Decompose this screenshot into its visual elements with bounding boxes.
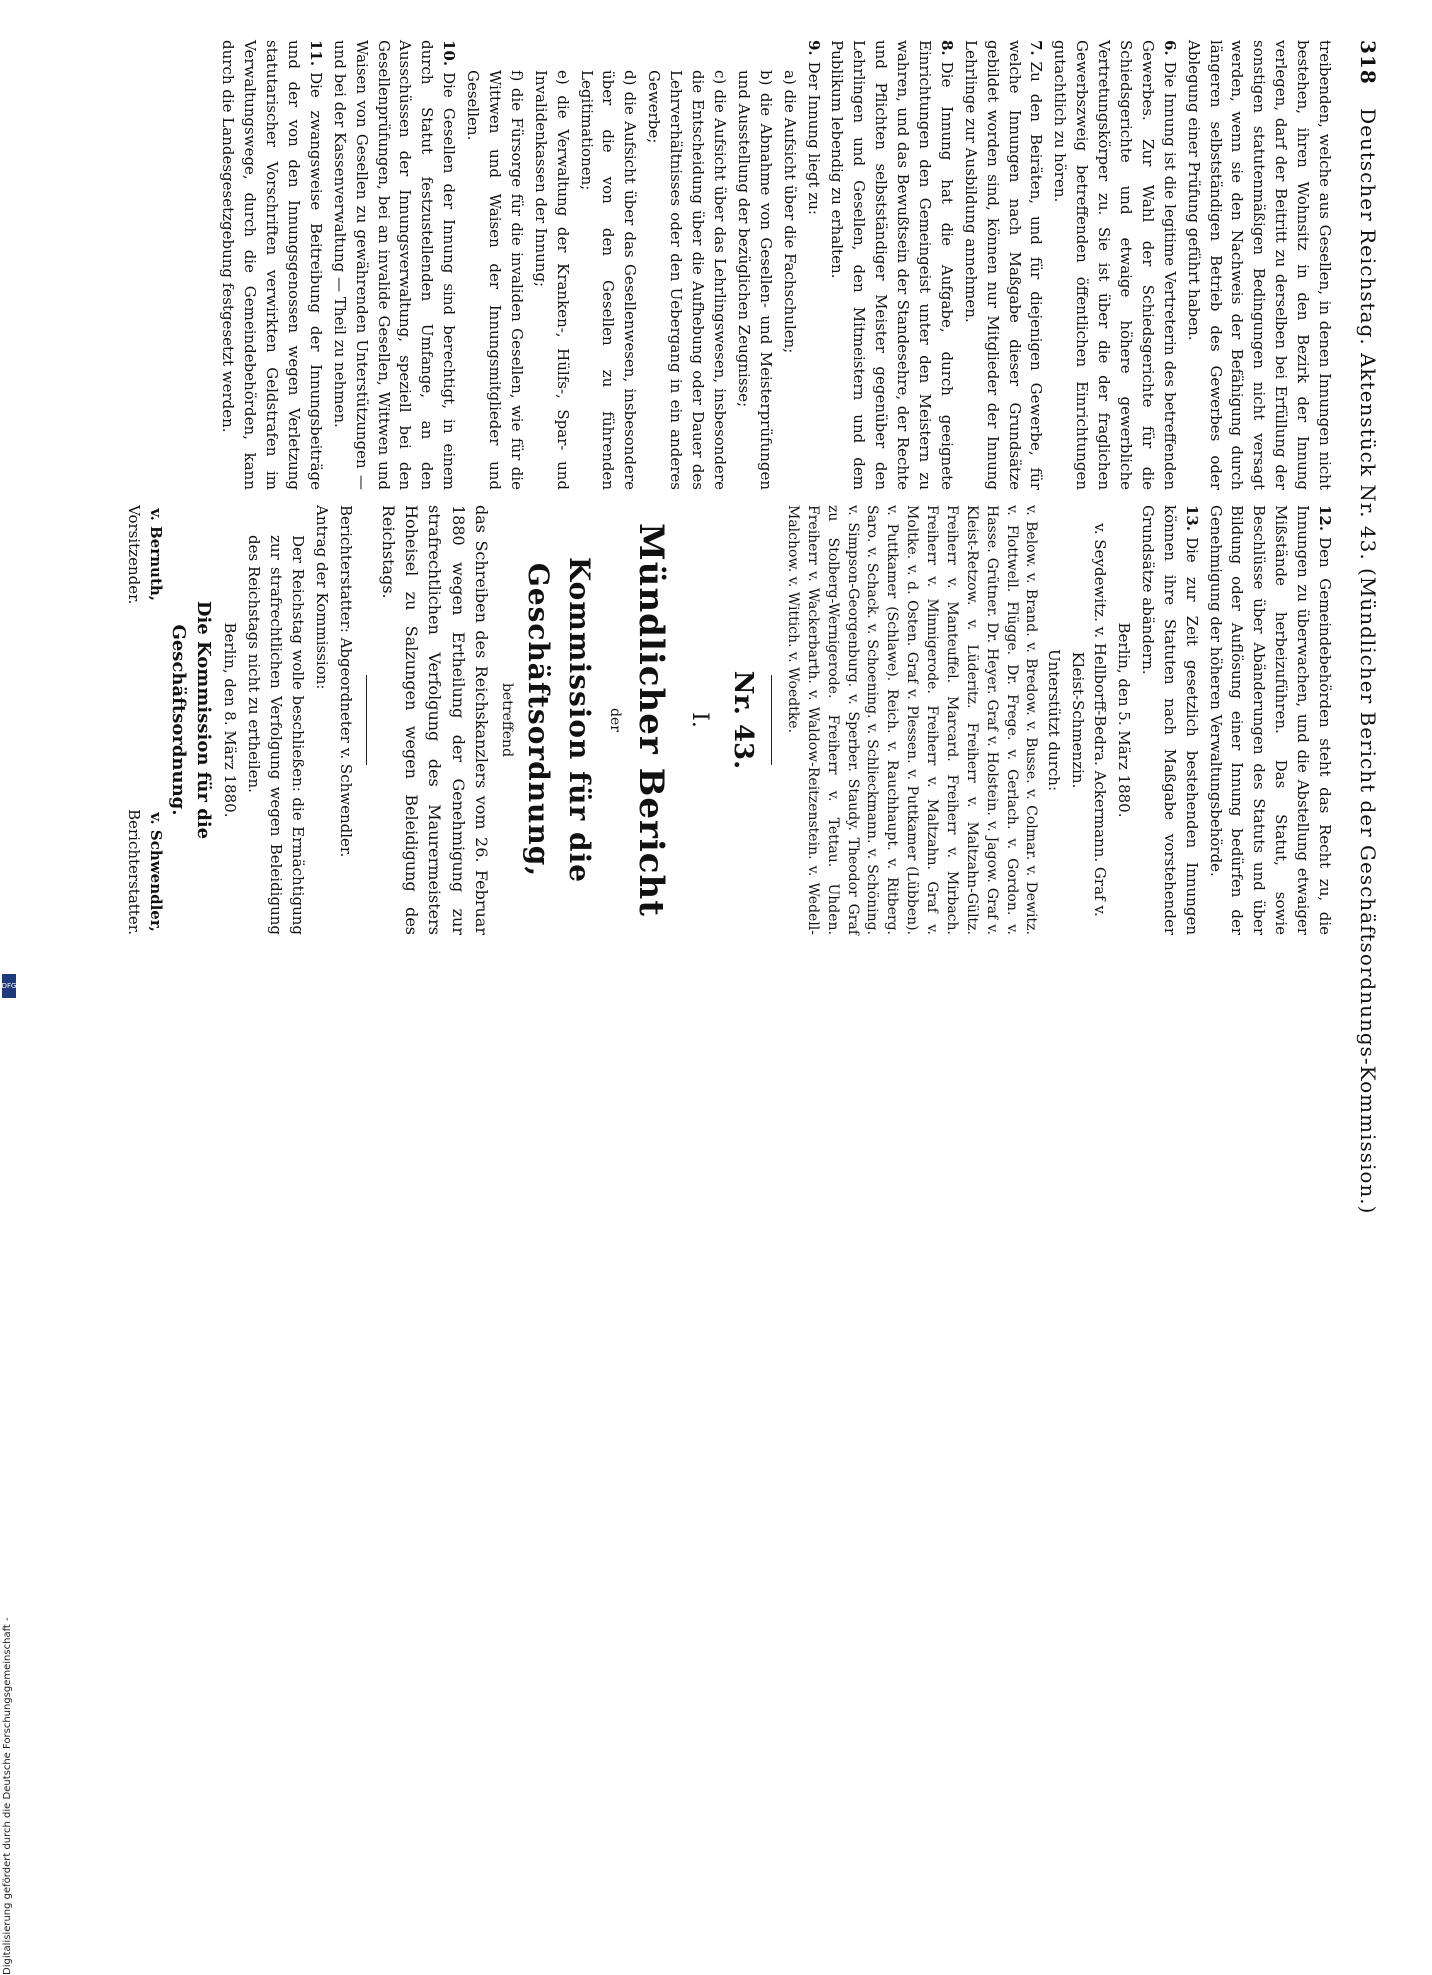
item-10-text: Die Gesellen der Innung sind berechtigt, in einem durch Statut festzustellenden Umfange, an den Ausschüssen der Innungsverwaltung, speziell bei den Gesellenprüfungen, bei an invalide Gesellen, Wittwen und Waisen von Gesellen zu gewährenden Unterstützungen — und bei der Kassenverwaltung — Theil zu nehmen. xyxy=(330,40,459,490)
chair-role: Vorsitzender. xyxy=(125,505,144,605)
item-12: 12.Den Gemeindebehörden steht das Recht zu, die Innungen zu überwachen, und die Abstellung etwaiger Mißstände herbeizuführen. Das Statut, sowie Beschlüsse über Abänderungen des Statuts und über Bildung oder Auflösung einer Innung bedürfen der Genehmigung der höheren Verwaltungsbehörde. xyxy=(1206,505,1334,935)
item-8-text: Die Innung hat die Aufgabe, durch geeignete Einrichtungen den Gemeingeist unter den Meistern zu wahren, und das Bewußtsein der Standesehre, der Rechte und Pflichten selbstständiger Meister gegenüber den Lehrlingen und Gesellen, den Mitmeistern und dem Publikum lebendig zu erhalten. xyxy=(828,40,956,490)
item-9-b: b) die Abnahme von Gesellen- und Meisterprüfungen und Ausstellung der bezüglichen Zeugnisse; xyxy=(734,70,775,490)
item-6-text: Die Innung ist die legitime Vertreterin des betreffenden Gewerbes. Zur Wahl der Schiedsgerichte für die Schiedsgerichte und etwaige höhere gewerbliche Vertretungskörper zu. Sie ist über die der fraglichen Gewerbszweig betreffenden öffentlichen Einrichtungen gutachtlich zu hören. xyxy=(1051,40,1179,490)
signature-chair xyxy=(122,505,166,604)
digitization-credit xyxy=(2,6,20,1975)
title-der: der xyxy=(607,708,624,732)
movers: v. Seydewitz. v. Hellborff-Bedra. Ackermann. Graf v. Kleist-Schmenzin. xyxy=(1069,523,1110,917)
item-11-text: Die zwangsweise Beitreibung der Innungsbeiträge und der von den Innungsgenossen wegen Verletzung statutarischer Vorschriften verwirkten Geldstrafen im Verwaltungswege, durch die Gemeindebehörden, kann durch die Landesgesetzgebung festgesetzt werden. xyxy=(219,40,325,490)
reporter-name: v. Schwendler, xyxy=(147,812,166,932)
item-9-d: d) die Aufsicht über das Gesellenwesen, insbesondere über die von den Gesellen zu führenden Legitimationen; xyxy=(577,70,640,490)
place-date-2: Berlin, den 8. März 1880. xyxy=(221,622,240,818)
motion-label: Antrag der Kommission: xyxy=(312,505,331,690)
right-column xyxy=(122,505,1335,935)
place-date-1: Berlin, den 5. März 1880. xyxy=(1114,622,1133,818)
signatures xyxy=(122,505,166,935)
closing-commission: Die Kommission für die Geschäftsordnung. xyxy=(168,600,215,840)
betreffend-label: betreffend xyxy=(499,682,516,758)
item-8: 8.Die Innung hat die Aufgabe, durch geeignete Einrichtungen den Gemeingeist unter den Meistern zu wahren, und das Bewußtsein der Standesehre, der Rechte und Pflichten selbstständiger Meister gegenüber den Lehrlingen und Gesellen, den Mitmeistern und dem Publikum lebendig zu erhalten. xyxy=(828,40,956,490)
item-9-c: c) die Aufsicht über das Lehrlingswesen, insbesondere die Entscheidung über die Aufhebung oder Dauer des Lehrverhältnisses oder den Uebergang in ein anderes Gewerbe; xyxy=(645,70,729,490)
divider xyxy=(771,675,772,765)
item-9: 9.Der Innung liegt zu: xyxy=(804,40,823,215)
item-9-intro: Der Innung liegt zu: xyxy=(804,61,823,215)
item-9-a: a) die Aufsicht über die Fachschulen; xyxy=(780,70,799,354)
supporters-list: v. Below. v. Brand. v. Bredow. v. Busse. v. Colmar. v. Dewitz. v. Flottwell. Flügge. Dr. Frege. v. Gerlach. v. Gordon. v. Hasse. Grütner. Dr. Heyer. Graf v. Holstein. v. Jagow. Graf v. Kleist-Retzow. v. Lüderitz. Freiherr v. Maltzahn-Gültz. Freiherr v. Manteuffel. Marcard. Freiherr v. Mirbach. Freiherr v. Minnigerode. Freiherr v. Maltzahn. Graf v. Moltke. v. d. Osten. Graf v. Plessen. v. Puttkamer (Lübben). v. Puttkamer (Schlawe). Reich. v. Rauchhaupt. v. Ritberg. Saro. v. Schack. v. Schoening. v. Schlieckmann. v. Schöning. v. Simpson-Georgenburg. v. Sperber. Staudy. Theodor Graf zu Stolberg-Wernigerode. Freiherr v. Tettau. Uhden. Freiherr v. Wackerbarth. v. Waldow-Reitzenstein. v. Wedell-Malchow. v. Wittich. v. Woedtke. xyxy=(784,505,1040,935)
item-6: 6.Die Innung ist die legitime Vertreterin des betreffenden Gewerbes. Zur Wahl der Schiedsgerichte für die Schiedsgerichte und etwaige höhere gewerbliche Vertretungskörper zu. Sie ist über die der fraglichen Gewerbszweig betreffenden öffentlichen Einrichtungen gutachtlich zu hören. xyxy=(1051,40,1179,490)
page-number: 318 xyxy=(1356,40,1380,85)
item-11: 11.Die zwangsweise Beitreibung der Innungsbeiträge und der von den Innungsgenossen wegen Verletzung statutarischer Vorschriften verwirkten Geldstrafen im Verwaltungswege, durch die Gemeindebehörden, kann durch die Landesgesetzgebung festgesetzt werden. xyxy=(219,40,325,490)
page-header xyxy=(1356,40,1380,1215)
roman-numeral: I. xyxy=(687,712,713,728)
chair-name: v. Bernuth, xyxy=(147,508,166,602)
item-9-e: e) die Verwaltung der Kranken-, Hülfs-, Spar- und Invalidenkassen der Innung; xyxy=(531,70,572,490)
reporter-role: Berichterstatter. xyxy=(125,809,144,935)
signature-reporter xyxy=(122,809,166,935)
reporter-line: Berichterstatter: Abgeordneter v. Schwendler. xyxy=(336,505,355,858)
item-7-text: Zu den Beiräten, und für diejenigen Gewerbe, für welche Innungen nach Maßgabe dieser Grundsätze gebildet worden sind, können nur Mitglieder der Innung Lehrlinge zur Ausbildung annehmen. xyxy=(961,40,1046,490)
item-13: 13.Die zur Zeit gesetzlich bestehenden Innungen können ihre Statuten nach Maßgabe vorstehender Grundsätze abändern. xyxy=(1138,505,1201,935)
left-column xyxy=(214,40,1335,490)
subject-text: das Schreiben des Reichskanzlers vom 26. Februar 1880 wegen Ertheilung der Genehmigung zur strafrechtlichen Verfolgung des Maurermeisters Hoheisel zu Salzungen wegen Beleidigung des Reichstags. xyxy=(378,505,491,935)
document-number: Nr. 43. xyxy=(728,670,759,770)
item-9-f: f) die Fürsorge für die invaliden Gesellen, wie für die Wittwen und Waisen der Innungsmitglieder und Gesellen. xyxy=(464,70,526,490)
divider-2 xyxy=(366,675,367,765)
running-title: Deutscher Reichstag. Aktenstück Nr. 43. (Mündlicher Bericht der Geschäftsordnungs-Kommission.) xyxy=(1356,108,1380,1215)
supported-by-label: Unterstützt durch: xyxy=(1045,648,1064,792)
dfg-logo-icon: DFG xyxy=(2,974,16,998)
item-10: 10.Die Gesellen der Innung sind berechtigt, in einem durch Statut festzustellenden Umfange, an den Ausschüssen der Innungsverwaltung, speziell bei den Gesellenprüfungen, bei an invalide Gesellen, Wittwen und Waisen von Gesellen zu gewährenden Unterstützungen — und bei der Kassenverwaltung — Theil zu nehmen. xyxy=(330,40,459,490)
paragraph-intro: treibenden, welche aus Gesellen, in denen Innungen nicht bestehen, ihren Wohnsitz in den Bezirk der Innung verlegen, darf der Beitritt zu derselben bei Erfüllung der sonstigen statutenmäßigen Bedingungen nicht versagt werden, wenn sie den Nachweis der Befähigung durch längeren selbstständigen Betrieb des Gewerbes oder Ablegung einer Prüfung geführt haben. xyxy=(1184,40,1334,490)
motion-text: Der Reichstag wolle beschließen: die Ermächtigung zur strafrechtlichen Verfolgung wegen Beleidigung des Reichstags nicht zu ertheilen. xyxy=(245,535,308,935)
item-12-text: Den Gemeindebehörden steht das Recht zu, die Innungen zu überwachen, und die Abstellung etwaiger Mißstände herbeizuführen. Das Statut, sowie Beschlüsse über Abänderungen des Statuts und über Bildung oder Auflösung einer Innung bedürfen der Genehmigung der höheren Verwaltungsbehörde. xyxy=(1206,505,1334,935)
report-title: Mündlicher Bericht xyxy=(630,523,671,917)
item-7: 7.Zu den Beiräten, und für diejenigen Gewerbe, für welche Innungen nach Maßgabe dieser Grundsätze gebildet worden sind, können nur Mitglieder der Innung Lehrlinge zur Ausbildung annehmen. xyxy=(961,40,1046,490)
commission-title: Kommission für die Geschäftsordnung, xyxy=(522,556,596,884)
credit-text: Digitalisierung gefördert durch die Deutsche Forschungsgemeinschaft - xyxy=(2,1617,13,1975)
item-13-text: Die zur Zeit gesetzlich bestehenden Innungen können ihre Statuten nach Maßgabe vorstehender Grundsätze abändern. xyxy=(1138,505,1201,935)
